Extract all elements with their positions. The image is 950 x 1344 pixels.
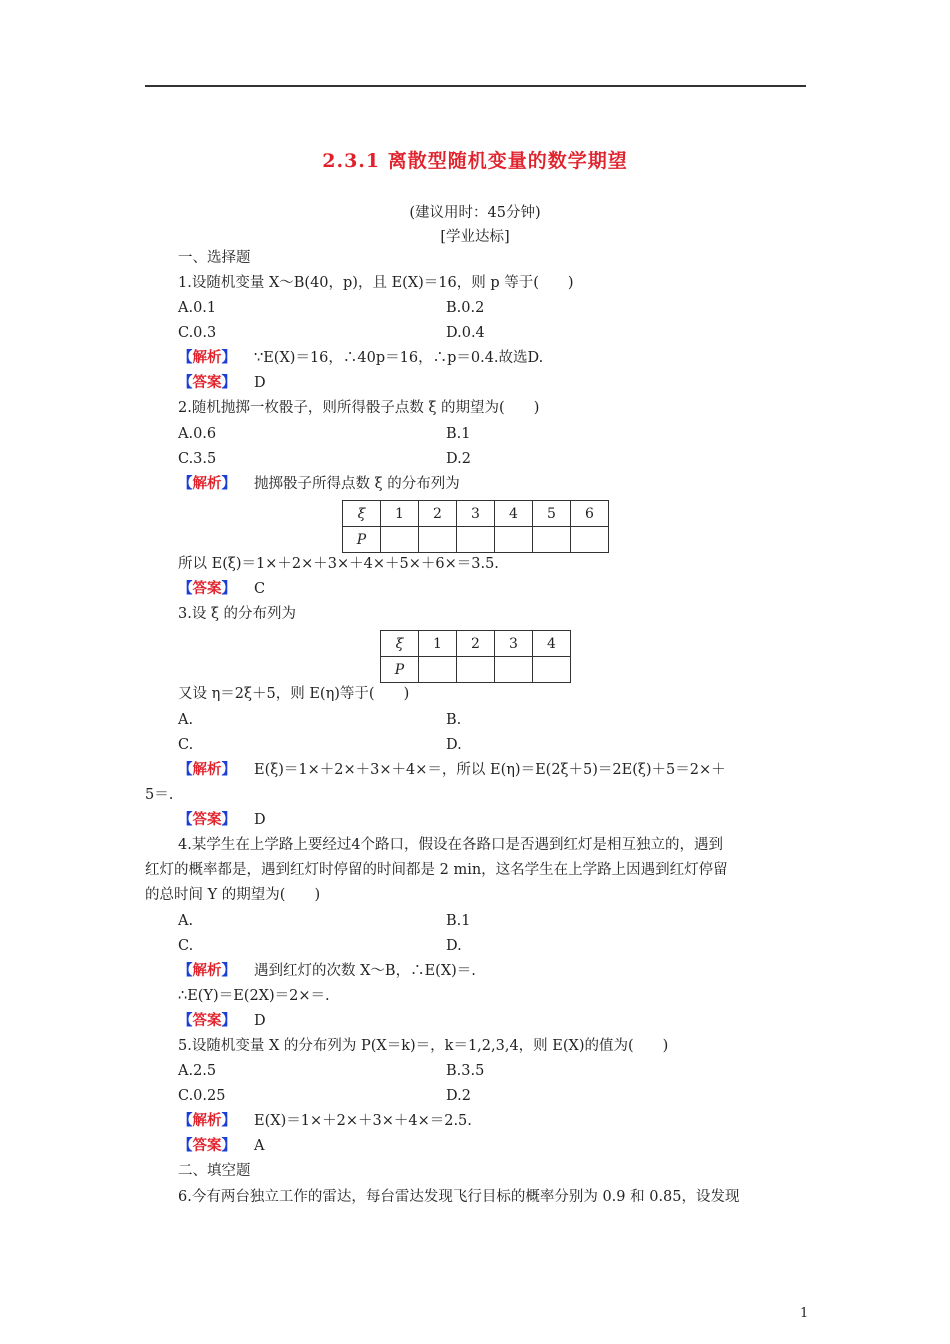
page-number: 1 (800, 1306, 809, 1321)
table-cell (419, 527, 457, 553)
question-6-stem: 6.今有两台独立工作的雷达，每台雷达发现飞行目标的概率分别为 0.9 和 0.85，设发现 (178, 1189, 740, 1205)
question-5-option-a: A.2.5 (178, 1063, 217, 1079)
question-3-stem: 3.设 ξ 的分布列为 (178, 606, 297, 622)
question-1-option-d: D.0.4 (446, 325, 485, 341)
question-4-stem-line3: 的总时间 Y 的期望为( ) (145, 887, 321, 903)
question-4-stem-line2: 红灯的概率都是，遇到红灯时停留的时间都是 2 min，这名学生在上学路上因遇到红灯停留 (145, 862, 728, 878)
table-cell: 4 (533, 631, 571, 657)
table-cell (419, 657, 457, 683)
answer-tag: 【答案】 (178, 811, 236, 828)
table-cell: 5 (533, 501, 571, 527)
analysis-tag: 【解析】 (178, 761, 236, 778)
question-2-option-a: A.0.6 (178, 426, 217, 442)
table-cell: 3 (457, 501, 495, 527)
question-4-analysis-2: ∴E(Y)＝E(2X)＝2×＝. (178, 988, 330, 1004)
question-1-option-b: B.0.2 (446, 300, 485, 316)
question-1-answer: 【答案】 D (178, 374, 266, 391)
table-cell: ξ (381, 631, 419, 657)
table-row (381, 657, 571, 683)
table-cell (533, 657, 571, 683)
question-1-stem: 1.设随机变量 X～B(40，p)，且 E(X)＝16，则 p 等于( ) (178, 275, 574, 291)
table-row (343, 501, 609, 527)
question-1-option-a: A.0.1 (178, 300, 217, 316)
question-2-conclusion: 所以 E(ξ)＝1×＋2×＋3×＋4×＋5×＋6×＝3.5. (178, 556, 499, 572)
table-cell: ξ (343, 501, 381, 527)
question-2-option-b: B.1 (446, 426, 471, 442)
question-3-answer: 【答案】 D (178, 811, 266, 828)
question-3-option-a: A. (178, 712, 194, 728)
question-4-option-d: D. (446, 938, 462, 954)
table-cell (533, 527, 571, 553)
table-row (381, 631, 571, 657)
analysis-tag: 【解析】 (178, 962, 236, 979)
table-cell: 3 (495, 631, 533, 657)
answer-tag: 【答案】 (178, 1137, 236, 1154)
question-4-option-a: A. (178, 913, 194, 929)
table-cell: P (343, 527, 381, 553)
table-cell (457, 527, 495, 553)
analysis-tag: 【解析】 (178, 475, 236, 492)
question-4-answer: 【答案】 D (178, 1012, 266, 1029)
table-row (343, 527, 609, 553)
table-cell: 2 (419, 501, 457, 527)
question-2-answer: 【答案】 C (178, 580, 266, 597)
question-5-answer: 【答案】 A (178, 1137, 265, 1154)
question-1-option-c: C.0.3 (178, 325, 217, 341)
question-2-option-d: D.2 (446, 451, 471, 467)
question-4-option-c: C. (178, 938, 194, 954)
question-3-option-b: B. (446, 712, 462, 728)
table-cell: 2 (457, 631, 495, 657)
table-cell (381, 527, 419, 553)
page-title: 2.3.1 离散型随机变量的数学期望 (322, 150, 628, 172)
answer-tag: 【答案】 (178, 374, 236, 391)
table-cell (457, 657, 495, 683)
table-cell (495, 527, 533, 553)
question-5-option-b: B.3.5 (446, 1063, 485, 1079)
analysis-tag: 【解析】 (178, 1112, 236, 1129)
question-3-stem-2: 又设 η＝2ξ＋5，则 E(η)等于( ) (178, 686, 410, 702)
table-cell: 4 (495, 501, 533, 527)
question-3-analysis-cont: 5＝. (145, 787, 174, 803)
question-4-analysis: 【解析】 遇到红灯的次数 X～B，∴E(X)＝. (178, 962, 476, 979)
question-3-option-d: D. (446, 737, 462, 753)
question-1-analysis: 【解析】 ∵E(X)＝16，∴40p＝16，∴p＝0.4.故选D. (178, 349, 544, 366)
table-cell (571, 527, 609, 553)
question-2-stem: 2.随机抛掷一枚骰子，则所得骰子点数 ξ 的期望为( ) (178, 400, 540, 416)
question-3-analysis: 【解析】 E(ξ)＝1×＋2×＋3×＋4×＝，所以 E(η)＝E(2ξ＋5)＝2E(ξ)＋5＝2×＋ (178, 761, 726, 778)
question-4-option-b: B.1 (446, 913, 471, 929)
answer-tag: 【答案】 (178, 1012, 236, 1029)
header-rule (145, 85, 806, 87)
table-cell: P (381, 657, 419, 683)
table-cell: 1 (381, 501, 419, 527)
question-5-option-d: D.2 (446, 1088, 471, 1104)
question-2-option-c: C.3.5 (178, 451, 217, 467)
level-label: [学业达标] (440, 229, 510, 245)
question-5-stem: 5.设随机变量 X 的分布列为 P(X＝k)＝，k＝1,2,3,4，则 E(X)的值为( ) (178, 1038, 669, 1054)
section-title-fill-blank: 二、填空题 (178, 1163, 251, 1179)
section-title-choice: 一、选择题 (178, 250, 251, 266)
question-2-distribution-table (342, 500, 609, 553)
time-hint: (建议用时：45分钟) (409, 205, 541, 221)
table-cell: 6 (571, 501, 609, 527)
table-cell: 1 (419, 631, 457, 657)
question-4-stem-line1: 4.某学生在上学路上要经过4个路口，假设在各路口是否遇到红灯是相互独立的，遇到 (178, 837, 724, 853)
analysis-tag: 【解析】 (178, 349, 236, 366)
question-5-option-c: C.0.25 (178, 1088, 226, 1104)
question-2-analysis: 【解析】 抛掷骰子所得点数 ξ 的分布列为 (178, 475, 460, 492)
question-5-analysis: 【解析】 E(X)＝1×＋2×＋3×＋4×＝2.5. (178, 1112, 472, 1129)
table-cell (495, 657, 533, 683)
answer-tag: 【答案】 (178, 580, 236, 597)
question-3-distribution-table (380, 630, 571, 683)
question-3-option-c: C. (178, 737, 194, 753)
